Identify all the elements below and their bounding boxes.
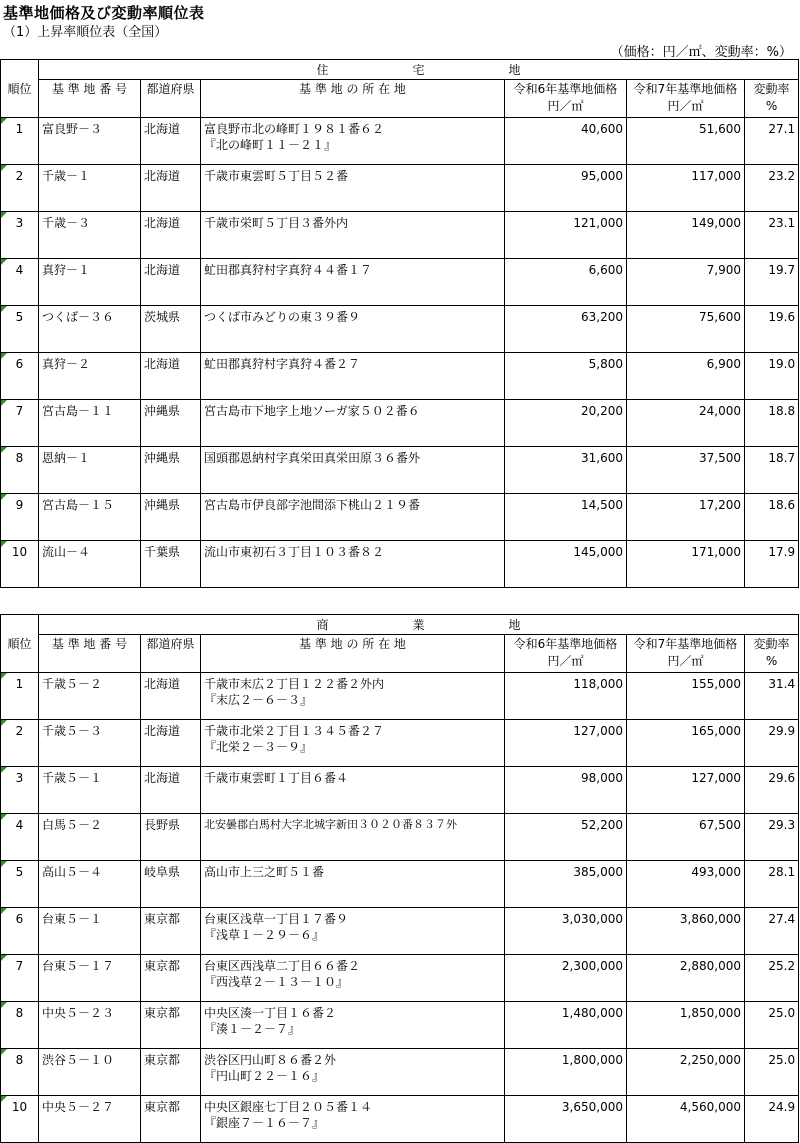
table-row — [1, 720, 799, 767]
price-2024: 95,000 — [505, 165, 627, 212]
address-line: 北安曇郡白馬村大字北城字新田３０２０番８３７外 — [204, 818, 457, 831]
price-2025: 1,850,000 — [627, 1002, 745, 1049]
change-rate: 31.4 — [745, 673, 799, 720]
address-line: 虻田郡真狩村字真狩４４番１７ — [204, 263, 373, 277]
header-rate-label: 変動率 — [753, 82, 790, 96]
site-number: 白馬５－２ — [39, 814, 141, 861]
cell-marker — [1, 1096, 7, 1102]
price-2024: 118,000 — [505, 673, 627, 720]
rank-cell — [1, 720, 39, 767]
cell-marker — [1, 955, 7, 961]
rank-value: 10 — [11, 1100, 28, 1114]
address-alias: 『浅草１－２９－６』 — [204, 928, 325, 942]
change-rate: 19.6 — [745, 306, 799, 353]
rank-value: 6 — [15, 357, 24, 371]
address-cell — [201, 212, 505, 259]
rank-cell — [1, 447, 39, 494]
site-number: 千歳５－１ — [39, 767, 141, 814]
unit-note: （価格：円／㎡、変動率：%） — [610, 45, 792, 60]
price-2025: 3,860,000 — [627, 908, 745, 955]
address-cell — [201, 861, 505, 908]
address-cell — [201, 720, 505, 767]
rank-cell — [1, 306, 39, 353]
rank-cell — [1, 541, 39, 588]
address-line: 中央区銀座七丁目２０５番１４ — [204, 1100, 373, 1114]
change-rate: 25.0 — [745, 1049, 799, 1096]
table-row — [1, 494, 799, 541]
address-line: 高山市上三之町５１番 — [204, 865, 325, 879]
header-number: 基 準 地 番 号 — [39, 80, 141, 118]
rank-value: 6 — [15, 912, 24, 926]
prefecture: 茨城県 — [141, 306, 201, 353]
price-2025: 51,600 — [627, 118, 745, 165]
site-number: 宮古島－１１ — [39, 400, 141, 447]
price-2024: 63,200 — [505, 306, 627, 353]
header-price6-label: 令和6年基準地価格 — [513, 82, 618, 96]
rank-cell — [1, 400, 39, 447]
address-line: 千歳市東雲町５丁目５２番 — [204, 169, 349, 183]
address-line: 千歳市末広２丁目１２２番２外内 — [204, 677, 385, 691]
price-2024: 2,300,000 — [505, 955, 627, 1002]
change-rate: 19.7 — [745, 259, 799, 306]
address-cell — [201, 814, 505, 861]
cell-marker — [1, 400, 7, 406]
rank-cell — [1, 259, 39, 306]
cell-marker — [1, 353, 7, 359]
address-cell — [201, 400, 505, 447]
rank-cell — [1, 212, 39, 259]
header-address: 基 準 地 の 所 在 地 — [201, 635, 505, 673]
price-2025: 149,000 — [627, 212, 745, 259]
price-2024: 385,000 — [505, 861, 627, 908]
address-line: 国頭郡恩納村字真栄田真栄田原３６番外 — [204, 451, 421, 465]
rank-cell — [1, 908, 39, 955]
price-2025: 127,000 — [627, 767, 745, 814]
cell-marker — [1, 447, 7, 453]
header-price6-label: 令和6年基準地価格 — [513, 637, 618, 651]
prefecture: 沖縄県 — [141, 400, 201, 447]
site-number: 千歳－１ — [39, 165, 141, 212]
change-rate: 18.7 — [745, 447, 799, 494]
header-rate-unit: % — [765, 654, 778, 668]
cell-marker — [1, 767, 7, 773]
rank-value: 8 — [15, 1006, 24, 1020]
prefecture: 東京都 — [141, 1002, 201, 1049]
rank-cell — [1, 494, 39, 541]
rank-cell — [1, 1049, 39, 1096]
price-2024: 1,480,000 — [505, 1002, 627, 1049]
header-price7-unit: 円／㎡ — [667, 99, 704, 113]
price-2024: 98,000 — [505, 767, 627, 814]
address-alias: 『湊１－２－７』 — [204, 1022, 301, 1036]
address-line: 台東区西浅草二丁目６６番２ — [204, 959, 361, 973]
address-alias: 『北栄２－３－９』 — [204, 740, 313, 754]
address-line: つくば市みどりの東３９番９ — [204, 310, 361, 324]
price-2025: 24,000 — [627, 400, 745, 447]
table-row — [1, 306, 799, 353]
change-rate: 23.2 — [745, 165, 799, 212]
address-line: 千歳市栄町５丁目３番外内 — [204, 216, 349, 230]
prefecture: 岐阜県 — [141, 861, 201, 908]
address-alias: 『西浅草２－１３－１０』 — [204, 975, 349, 989]
address-cell — [201, 673, 505, 720]
page-subtitle: （1）上昇率順位表（全国） — [3, 25, 168, 40]
address-line: 富良野市北の峰町１９８１番６２ — [204, 122, 385, 136]
prefecture: 北海道 — [141, 673, 201, 720]
address-line: 千歳市東雲町１丁目６番４ — [204, 771, 349, 785]
header-rank: 順位 — [1, 80, 39, 118]
cell-marker — [1, 259, 7, 265]
site-number: 真狩－２ — [39, 353, 141, 400]
address-line: 渋谷区円山町８６番２外 — [204, 1053, 337, 1067]
table-row — [1, 541, 799, 588]
address-alias: 『北の峰町１１－２１』 — [204, 138, 337, 152]
header-price7-unit: 円／㎡ — [667, 654, 704, 668]
table-row — [1, 353, 799, 400]
rank-cell — [1, 1002, 39, 1049]
price-2025: 67,500 — [627, 814, 745, 861]
rank-value: 4 — [15, 263, 24, 277]
category-header: 住 宅 地 — [39, 60, 799, 80]
address-line: 千歳市北栄２丁目１３４５番２７ — [204, 724, 385, 738]
rank-value: 2 — [15, 169, 24, 183]
cell-marker — [1, 673, 7, 679]
address-alias: 『末広２－６－３』 — [204, 693, 313, 707]
price-2025: 2,250,000 — [627, 1049, 745, 1096]
address-cell — [201, 306, 505, 353]
price-2025: 6,900 — [627, 353, 745, 400]
header-pref: 都道府県 — [141, 635, 201, 673]
prefecture: 北海道 — [141, 767, 201, 814]
change-rate: 28.1 — [745, 861, 799, 908]
prefecture: 東京都 — [141, 955, 201, 1002]
cell-marker — [1, 861, 7, 867]
prefecture: 北海道 — [141, 259, 201, 306]
site-number: 富良野－３ — [39, 118, 141, 165]
price-2025: 493,000 — [627, 861, 745, 908]
site-number: 千歳５－２ — [39, 673, 141, 720]
change-rate: 17.9 — [745, 541, 799, 588]
rank-cell — [1, 673, 39, 720]
header-pref: 都道府県 — [141, 80, 201, 118]
address-cell — [201, 541, 505, 588]
site-number: 恩納－１ — [39, 447, 141, 494]
rank-cell — [1, 1096, 39, 1143]
rank-value: 8 — [15, 451, 24, 465]
header-price6-unit: 円／㎡ — [547, 99, 584, 113]
cell-marker — [1, 118, 7, 124]
address-cell — [201, 353, 505, 400]
prefecture: 北海道 — [141, 353, 201, 400]
rank-value: 2 — [15, 724, 24, 738]
rank-value: 5 — [15, 865, 24, 879]
change-rate: 29.3 — [745, 814, 799, 861]
header-price7-label: 令和7年基準地価格 — [633, 637, 738, 651]
rank-value: 5 — [15, 310, 24, 324]
address-cell — [201, 165, 505, 212]
price-2025: 75,600 — [627, 306, 745, 353]
table-row — [1, 259, 799, 306]
prefecture: 沖縄県 — [141, 494, 201, 541]
address-line: 台東区浅草一丁目１７番９ — [204, 912, 349, 926]
prefecture: 東京都 — [141, 908, 201, 955]
price-2024: 1,800,000 — [505, 1049, 627, 1096]
price-2024: 40,600 — [505, 118, 627, 165]
cell-marker — [1, 306, 7, 312]
site-number: 千歳５－３ — [39, 720, 141, 767]
table-row — [1, 955, 799, 1002]
table-row — [1, 212, 799, 259]
cell-marker — [1, 1049, 7, 1055]
prefecture: 北海道 — [141, 165, 201, 212]
prefecture: 沖縄県 — [141, 447, 201, 494]
rank-value: 3 — [15, 216, 24, 230]
header-price6 — [505, 635, 627, 673]
rank-value: 9 — [15, 498, 24, 512]
rank-value: 7 — [15, 404, 24, 418]
price-2024: 6,600 — [505, 259, 627, 306]
prefecture: 千葉県 — [141, 541, 201, 588]
rank-cell — [1, 767, 39, 814]
rank-cell — [1, 165, 39, 212]
site-number: 真狩－１ — [39, 259, 141, 306]
price-2024: 145,000 — [505, 541, 627, 588]
address-cell — [201, 1002, 505, 1049]
table-row — [1, 814, 799, 861]
prefecture: 東京都 — [141, 1049, 201, 1096]
change-rate: 25.0 — [745, 1002, 799, 1049]
rank-value: 3 — [15, 771, 24, 785]
rank-value: 7 — [15, 959, 24, 973]
site-number: 宮古島－１５ — [39, 494, 141, 541]
rank-value: 1 — [15, 677, 24, 691]
table-row — [1, 908, 799, 955]
price-2024: 121,000 — [505, 212, 627, 259]
table-row — [1, 165, 799, 212]
site-number: 中央５－２３ — [39, 1002, 141, 1049]
table-row — [1, 1002, 799, 1049]
address-line: 流山市東初石３丁目１０３番８２ — [204, 545, 385, 559]
change-rate: 19.0 — [745, 353, 799, 400]
header-price7 — [627, 80, 745, 118]
header-price7-label: 令和7年基準地価格 — [633, 82, 738, 96]
header-rate-unit: % — [765, 99, 778, 113]
table-row — [1, 767, 799, 814]
header-rate — [745, 80, 799, 118]
table-row — [1, 1096, 799, 1143]
address-cell — [201, 767, 505, 814]
cell-marker — [1, 1002, 7, 1008]
header-address: 基 準 地 の 所 在 地 — [201, 80, 505, 118]
price-2025: 165,000 — [627, 720, 745, 767]
price-2024: 20,200 — [505, 400, 627, 447]
change-rate: 25.2 — [745, 955, 799, 1002]
address-cell — [201, 259, 505, 306]
header-price7 — [627, 635, 745, 673]
site-number: 高山５－４ — [39, 861, 141, 908]
cell-marker — [1, 814, 7, 820]
price-2024: 31,600 — [505, 447, 627, 494]
prefecture: 北海道 — [141, 212, 201, 259]
change-rate: 29.6 — [745, 767, 799, 814]
price-2024: 3,650,000 — [505, 1096, 627, 1143]
address-line: 中央区湊一丁目１６番２ — [204, 1006, 337, 1020]
price-2024: 5,800 — [505, 353, 627, 400]
address-alias: 『円山町２２－１６』 — [204, 1069, 325, 1083]
page-title: 基準地価格及び変動率順位表 — [3, 4, 205, 22]
cell-marker — [1, 541, 7, 547]
commercial-ranking-table — [0, 614, 799, 1143]
address-cell — [201, 1096, 505, 1143]
price-2025: 2,880,000 — [627, 955, 745, 1002]
table-row — [1, 447, 799, 494]
category-header: 商 業 地 — [39, 615, 799, 635]
address-cell — [201, 447, 505, 494]
price-2024: 52,200 — [505, 814, 627, 861]
address-line: 宮古島市下地字上地ソーガ家５０２番６ — [204, 404, 420, 418]
prefecture: 北海道 — [141, 118, 201, 165]
price-2025: 155,000 — [627, 673, 745, 720]
price-2024: 14,500 — [505, 494, 627, 541]
rank-value: 1 — [15, 122, 24, 136]
header-price6 — [505, 80, 627, 118]
rank-value: 10 — [11, 545, 28, 559]
cell-marker — [1, 494, 7, 500]
change-rate: 27.1 — [745, 118, 799, 165]
change-rate: 29.9 — [745, 720, 799, 767]
site-number: 中央５－２７ — [39, 1096, 141, 1143]
price-2024: 3,030,000 — [505, 908, 627, 955]
price-2024: 127,000 — [505, 720, 627, 767]
header-blank — [1, 60, 39, 80]
prefecture: 東京都 — [141, 1096, 201, 1143]
header-rank: 順位 — [1, 635, 39, 673]
address-cell — [201, 118, 505, 165]
header-number: 基 準 地 番 号 — [39, 635, 141, 673]
header-price6-unit: 円／㎡ — [547, 654, 584, 668]
rank-value: 8 — [15, 1053, 24, 1067]
price-2025: 171,000 — [627, 541, 745, 588]
price-2025: 4,560,000 — [627, 1096, 745, 1143]
price-2025: 7,900 — [627, 259, 745, 306]
address-cell — [201, 908, 505, 955]
change-rate: 18.8 — [745, 400, 799, 447]
header-rate — [745, 635, 799, 673]
cell-marker — [1, 720, 7, 726]
rank-cell — [1, 955, 39, 1002]
change-rate: 23.1 — [745, 212, 799, 259]
cell-marker — [1, 165, 7, 171]
price-2025: 17,200 — [627, 494, 745, 541]
table-row — [1, 118, 799, 165]
site-number: つくば－３６ — [39, 306, 141, 353]
address-alias: 『銀座７－１６－７』 — [204, 1116, 325, 1130]
rank-cell — [1, 118, 39, 165]
site-number: 流山－４ — [39, 541, 141, 588]
header-blank — [1, 615, 39, 635]
site-number: 台東５－１７ — [39, 955, 141, 1002]
rank-value: 4 — [15, 818, 24, 832]
price-2025: 117,000 — [627, 165, 745, 212]
address-cell — [201, 494, 505, 541]
site-number: 渋谷５－１０ — [39, 1049, 141, 1096]
prefecture: 長野県 — [141, 814, 201, 861]
change-rate: 27.4 — [745, 908, 799, 955]
rank-cell — [1, 861, 39, 908]
address-line: 宮古島市伊良部字池間添下桃山２１９番 — [204, 498, 421, 512]
cell-marker — [1, 908, 7, 914]
site-number: 台東５－１ — [39, 908, 141, 955]
address-line: 虻田郡真狩村字真狩４番２７ — [204, 357, 361, 371]
table-row — [1, 1049, 799, 1096]
address-cell — [201, 1049, 505, 1096]
address-cell — [201, 955, 505, 1002]
site-number: 千歳－３ — [39, 212, 141, 259]
price-2025: 37,500 — [627, 447, 745, 494]
prefecture: 北海道 — [141, 720, 201, 767]
change-rate: 24.9 — [745, 1096, 799, 1143]
table-row — [1, 400, 799, 447]
residential-ranking-table — [0, 59, 799, 588]
rank-cell — [1, 814, 39, 861]
rank-cell — [1, 353, 39, 400]
cell-marker — [1, 212, 7, 218]
change-rate: 18.6 — [745, 494, 799, 541]
header-rate-label: 変動率 — [753, 637, 790, 651]
table-row — [1, 673, 799, 720]
table-row — [1, 861, 799, 908]
